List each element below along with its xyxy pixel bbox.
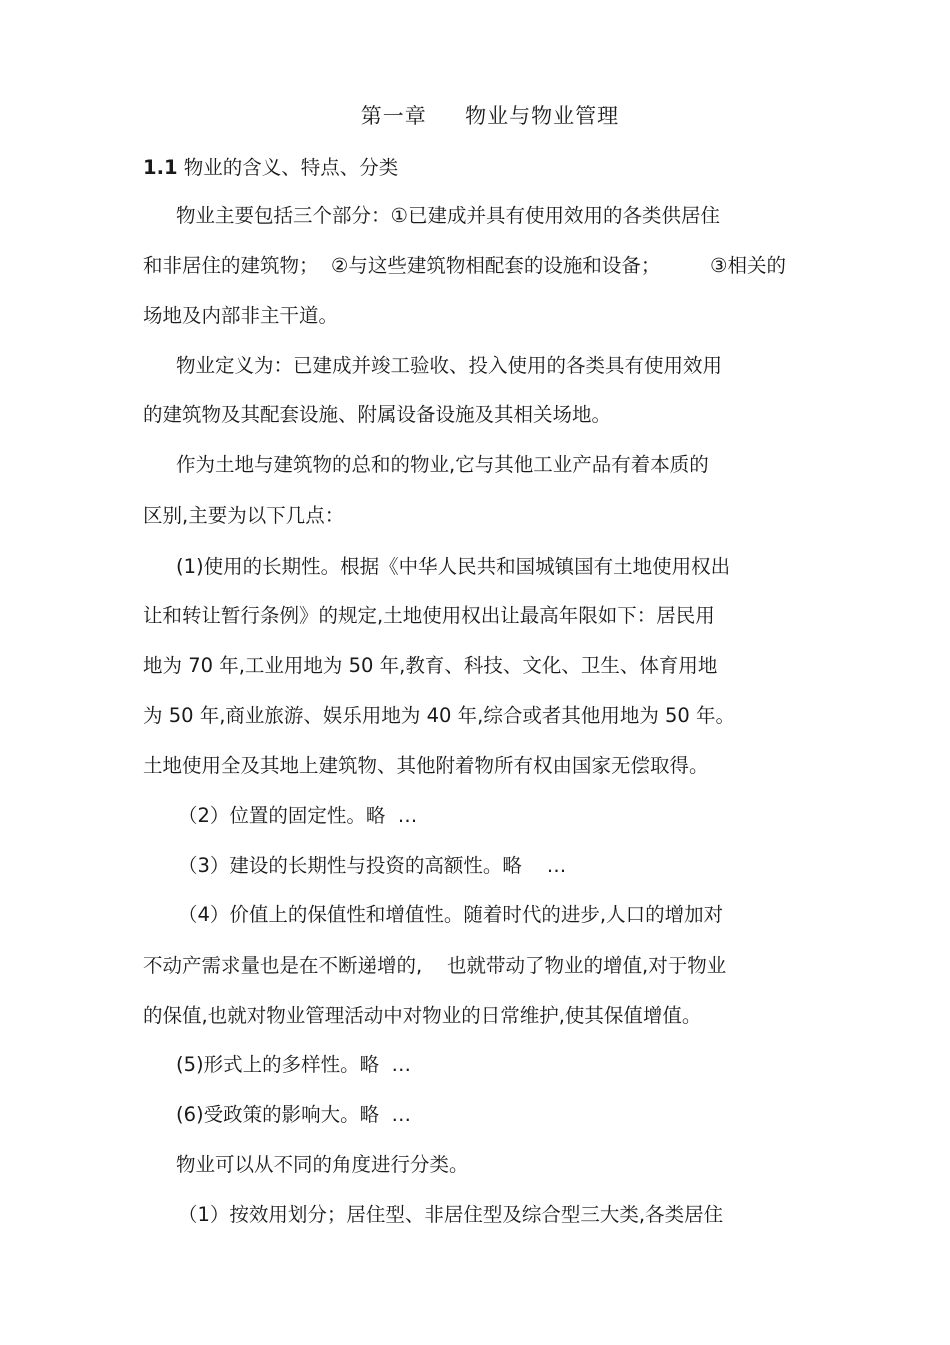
paragraph-line: (6)受政策的影响大。略 … xyxy=(176,1103,412,1126)
section-title: 物业的含义、特点、分类 xyxy=(177,156,399,179)
paragraph-line: （3）建设的长期性与投资的高额性。略 … xyxy=(178,854,567,877)
section-heading xyxy=(143,152,398,184)
paragraph-line: 和非居住的建筑物； ②与这些建筑物相配套的设施和设备； ③相关的 xyxy=(143,254,786,277)
paragraph-line: 的建筑物及其配套设施、附属设备设施及其相关场地。 xyxy=(143,403,612,426)
paragraph-line: （2）位置的固定性。略 … xyxy=(178,804,418,827)
section-number: 1.1 xyxy=(143,156,178,179)
paragraph-line: 物业定义为：已建成并竣工验收、投入使用的各类具有使用效用 xyxy=(176,354,723,377)
paragraph-line: （4）价值上的保值性和增值性。随着时代的进步,人口的增加对 xyxy=(178,903,724,926)
paragraph-line: 地为 70 年,工业用地为 50 年,教育、科技、文化、卫生、体育用地 xyxy=(143,654,718,677)
paragraph-line: (5)形式上的多样性。略 … xyxy=(176,1053,412,1076)
paragraph-line: 作为土地与建筑物的总和的物业,它与其他工业产品有着本质的 xyxy=(176,453,709,476)
paragraph-line: 为 50 年,商业旅游、娱乐用地为 40 年,综合或者其他用地为 50 年。 xyxy=(143,704,736,727)
paragraph-line: 物业可以从不同的角度进行分类。 xyxy=(176,1153,469,1176)
paragraph-line: 物业主要包括三个部分：①已建成并具有使用效用的各类供居住 xyxy=(176,204,720,227)
paragraph-line: (1)使用的长期性。根据《中华人民共和国城镇国有土地使用权出 xyxy=(176,555,731,578)
paragraph-line: 让和转让暂行条例》的规定,土地使用权出让最高年限如下：居民用 xyxy=(143,604,715,627)
paragraph-line: 场地及内部非主干道。 xyxy=(143,304,339,327)
paragraph-line: 土地使用全及其地上建筑物、其他附着物所有权由国家无偿取得。 xyxy=(143,754,709,777)
paragraph-line: 不动产需求量也是在不断递增的, 也就带动了物业的增值,对于物业 xyxy=(143,954,727,977)
paragraph-line: 的保值,也就对物业管理活动中对物业的日常维护,使其保值增值。 xyxy=(143,1004,702,1027)
paragraph-line: 区别,主要为以下几点： xyxy=(143,504,345,527)
chapter-title: 第一章 物业与物业管理 xyxy=(360,104,620,128)
paragraph-line: （1）按效用划分；居住型、非居住型及综合型三大类,各类居住 xyxy=(178,1203,724,1226)
